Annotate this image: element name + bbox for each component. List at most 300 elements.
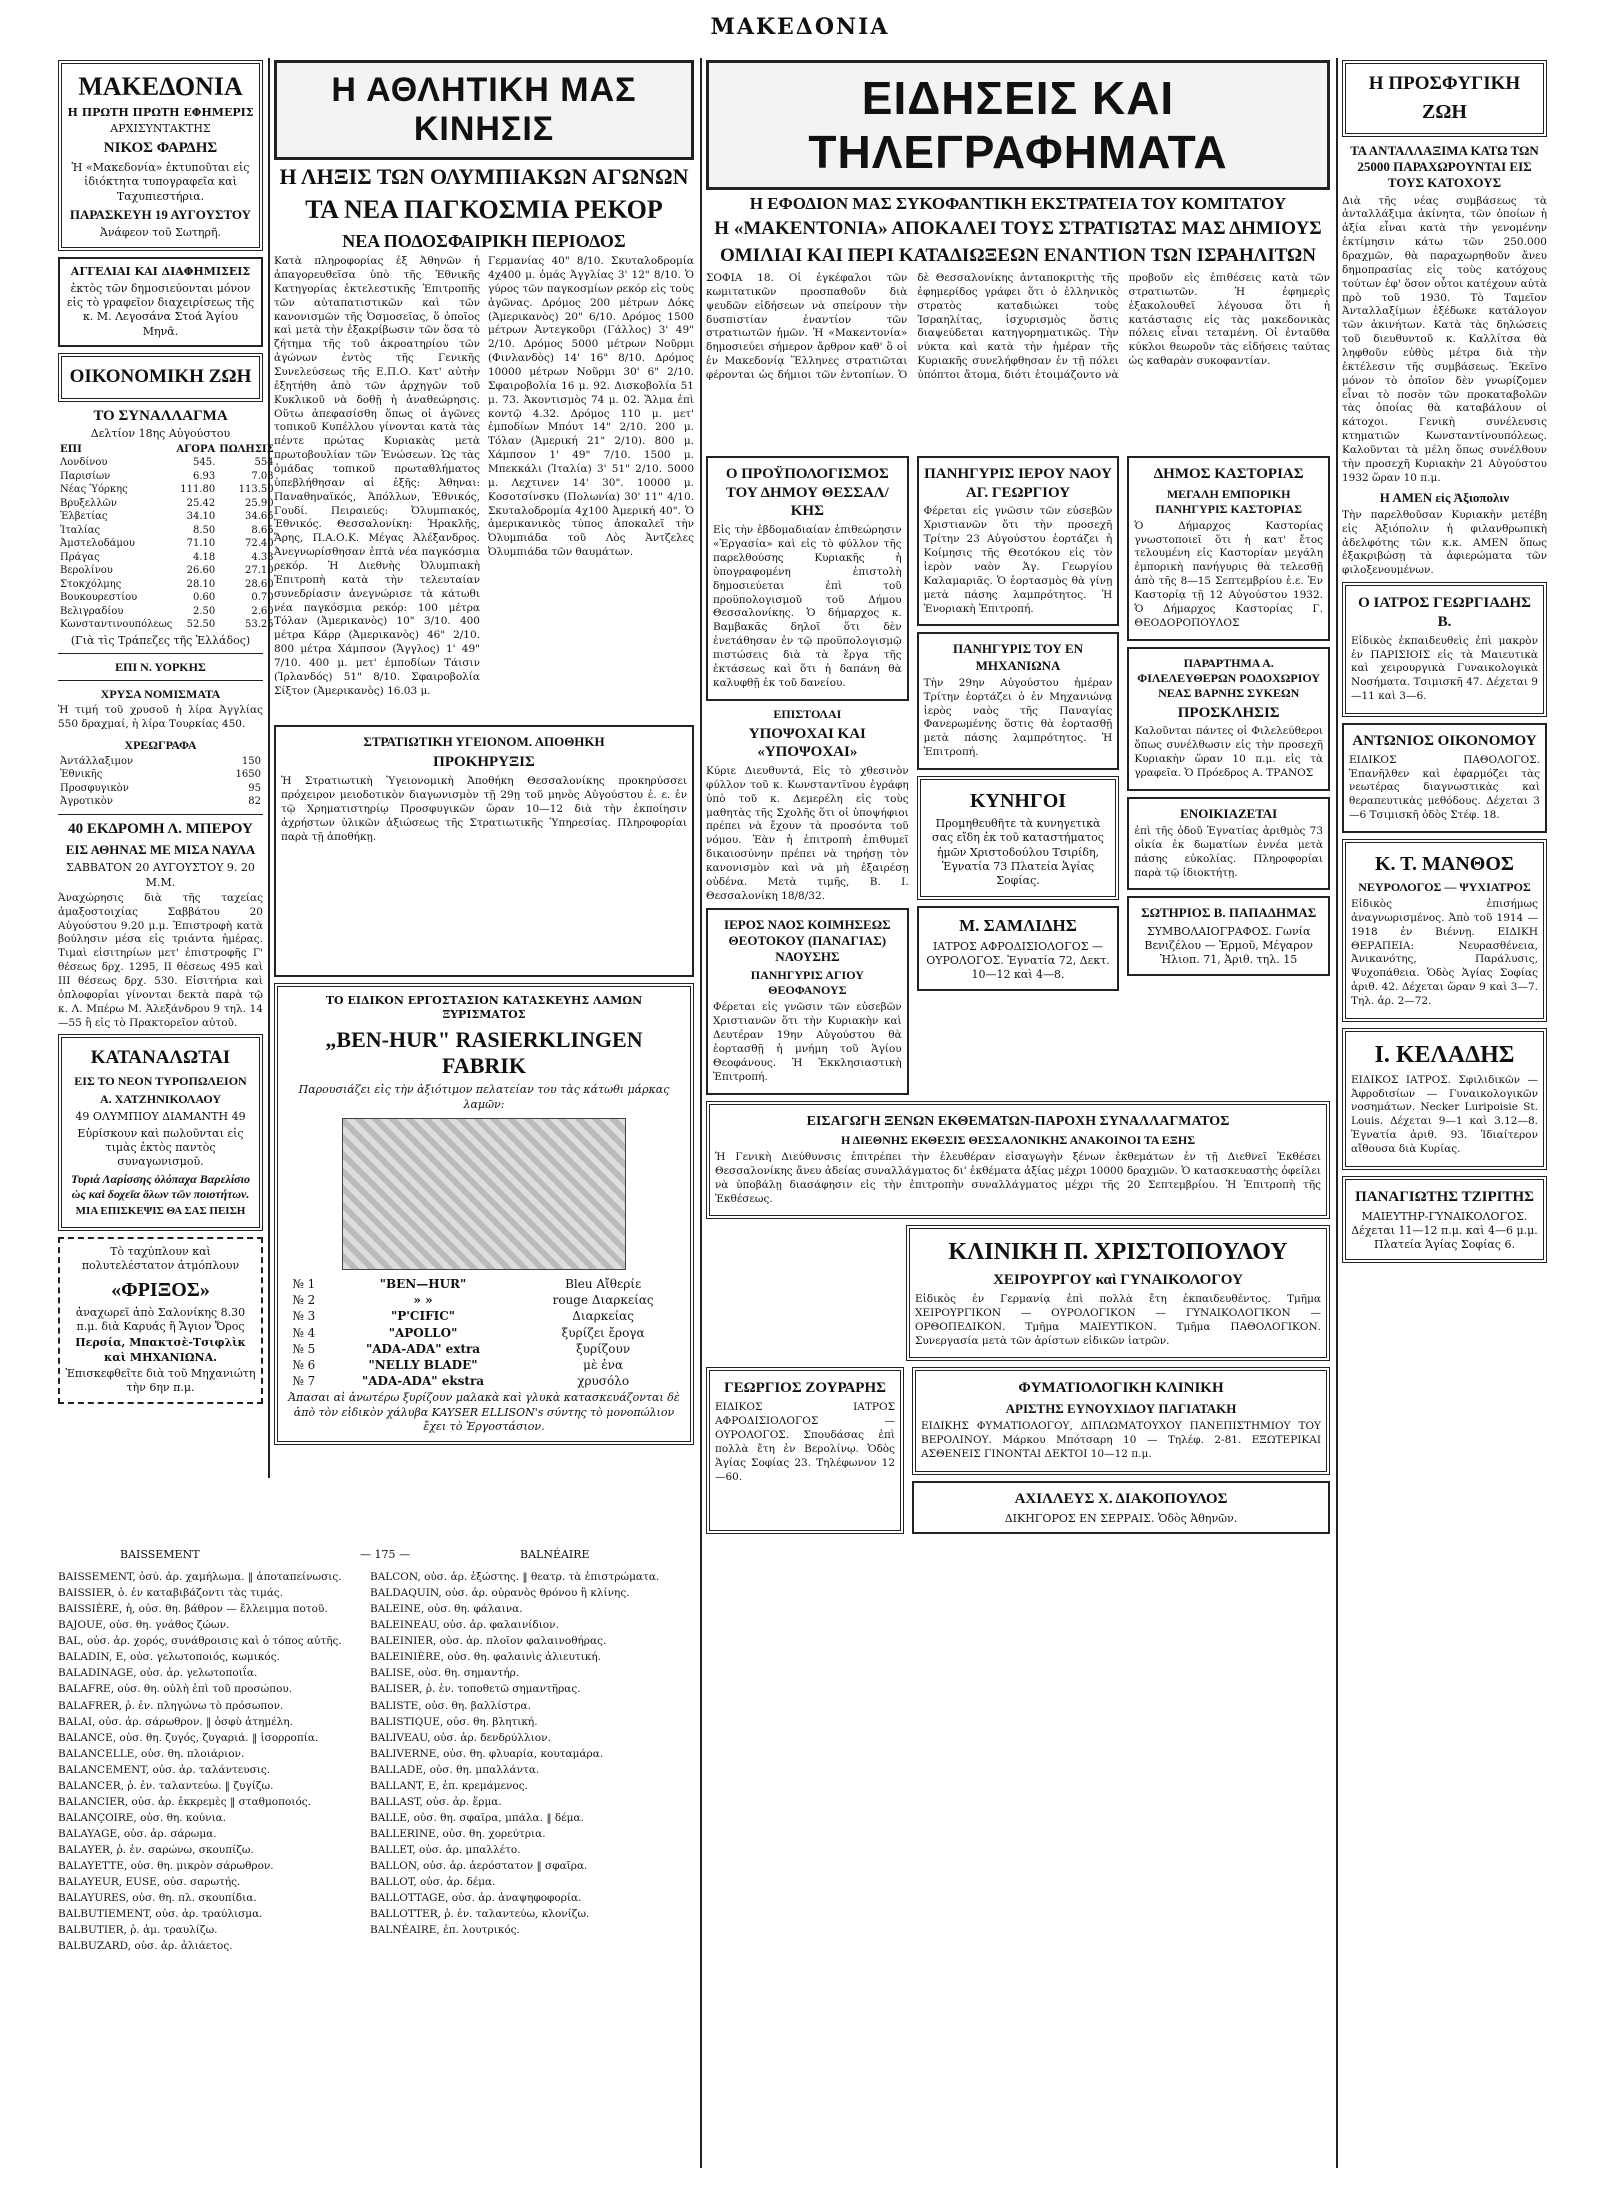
column-rule <box>268 58 270 1478</box>
benhur-lead: ΤΟ ΕΙΔΙΚΟΝ ΕΡΓΟΣΤΑΣΙΟΝ ΚΑΤΑΣΚΕΥΗΣ ΛΑΜΩΝ ΞΥΡΙΣΜΑΤΟΣ <box>325 994 643 1022</box>
fx-head-cell: ΕΠΙ <box>60 443 82 455</box>
dict-entry: BALCON, οὐσ. ἀρ. ἐξώστης. ‖ θεατρ. τὰ ἐπιστρώματα. <box>370 1571 660 1583</box>
blade-number: № 6 <box>292 1357 316 1372</box>
dict-entry: BALEINEAU, οὐσ. ἀρ. φαλαινίδιον. <box>370 1619 559 1632</box>
economy-title: ΟΙΚΟΝΟΜΙΚΗ ΖΩΗ <box>69 365 252 387</box>
sports-article <box>274 255 694 725</box>
fx-buy: 4.18 <box>193 551 216 563</box>
dict-entry: BALLOT, οὐσ. ἀρ. δέμα. <box>370 1876 496 1889</box>
blade-name: "ADA-ADA" ekstra <box>361 1374 485 1389</box>
refugee-title-bottom: ΖΩΗ <box>1422 100 1467 123</box>
fx-currency: Βερολίνου <box>60 565 113 577</box>
news-headline-2: Η «ΜΑΚΕΝΤΟΝΙΑ» ΑΠΟΚΑΛΕΙ ΤΟΥΣ ΣΤΡΑΤΙΩΤΑΣ ΜΑΣ ΔΗΜΙΟΥΣ <box>714 218 1322 240</box>
expo-text: Ἡ Γενικὴ Διεύθυνσις ἐπιτρέπει τὴν ἐλευθέραν εἰσαγωγὴν ξένων ἐκθεμάτων ἐν τῇ Διεθνεῖ Ἐκθέσει Θεσσαλονίκης ἄνευ ἀδείας συναλλάγματος δι' ἐκθέματα ἀξίας μέχρι 10000 δραχμῶν. Ὁ κατασκευαστὴς ὀφείλει νὰ ὑποβάλῃ διασάφησιν εἰς τὴν ἐπιτροπὴν συναλλάγματος μέχρι τῆς 20 Σεπτεμβρίου. Ἡ Ἐπιτροπὴ τῆς Ἐκθέσεως. <box>715 1151 1321 1205</box>
diakopoulos-title: ΑΧΙΛΛΕΥΣ Χ. ΔΙΑΚΟΠΟΥΛΟΣ <box>1014 1491 1228 1508</box>
dict-entry: BALBUTIEMENT, οὐσ. ἀρ. τραύλισμα. <box>58 1908 263 1921</box>
news-bottom-right <box>912 1367 1330 1540</box>
bond-price: 1650 <box>235 769 261 781</box>
blade-list <box>283 1276 685 1389</box>
bonds-table <box>58 755 263 809</box>
column-4 <box>1342 60 1547 2170</box>
blade-item <box>283 1308 685 1324</box>
dict-entry: BALAFRE, οὐσ. θη. οὐλὴ ἐπὶ τοῦ προσώπου. <box>58 1683 293 1696</box>
bond-row <box>58 768 263 782</box>
dict-entry: BALISTE, οὐσ. θη. βαλλίστρα. <box>370 1699 531 1712</box>
georgiadis-text: Εἰδικὸς ἐκπαιδευθεὶς ἐπὶ μακρὸν ἐν ΠΑΡΙΣΙΟΙΣ εἰς τὰ Μαιευτικὰ καὶ χειρουργικὰ Γυναικολογικὰ Νοσήματα. Τσιμισκῆ 47. Δέχεται 9—11 καὶ 3—6. <box>1351 634 1538 703</box>
dict-entry: BALAYER, ῥ. ἐν. σαρώνω, σκουπίζω. <box>58 1844 254 1857</box>
tb-title: ΦΥΜΑΤΙΟΛΟΓΙΚΗ ΚΛΙΝΙΚΗ <box>1018 1380 1224 1397</box>
editor-label: ΑΡΧΙΣΥΝΤΑΚΤΗΣ <box>110 121 211 135</box>
diakopoulos-ad <box>912 1481 1330 1534</box>
vt-subtitle: ΠΡΟΚΗΡΥΞΙΣ <box>433 754 535 771</box>
fx-buy: 8.50 <box>193 524 216 536</box>
column-3 <box>706 60 1330 2170</box>
naousa-title: ΙΕΡΟΣ ΝΑΟΣ ΚΟΙΜΗΣΕΩΣ ΘΕΟΤΟΚΟΥ (ΠΑΝΑΓΙΑΣ) ΝΑΟΥΣΗΣ <box>724 916 891 965</box>
blade-item <box>283 1292 685 1308</box>
fx-currency: Βρυξελλῶν <box>60 497 117 509</box>
news-left-stack <box>706 456 909 1101</box>
ads-notice-text: ἐκτὸς τῶν δημοσιεύονται μόνον εἰς τὸ γραφεῖον διαχειρίσεως τῆς κ. Μ. Λεγοσάνα Στοά Ἁγίου Μηνᾶ. <box>66 281 255 338</box>
fx-row <box>58 591 276 605</box>
kastoria-text: Ὁ Δήμαρχος Καστορίας γνωστοποιεῖ ὅτι ἡ κατ' ἔτος τελουμένη εἰς Καστορίαν μεγάλη ἐμπορικὴ πανήγυρις θὰ τελεσθῇ ἀπὸ τῆς 8—15 Σεπτεμβρίου ἐ.ε. Ἐν Καστορίᾳ τῇ 12 Αὐγούστου 1932. Ὁ Δήμαρχος Καστορίας Γ. ΘΕΟΔΟΡΟΠΟΥΛΟΣ <box>1134 519 1324 629</box>
fx-row <box>58 483 276 497</box>
column-rule <box>1336 58 1338 2168</box>
dict-column-left <box>58 1570 358 2100</box>
paper-box <box>58 60 263 251</box>
fx-buy: 34.10 <box>186 511 216 523</box>
dict-entry: BALADINAGE, οὐσ. ἀρ. γελωτοποιΐα. <box>58 1667 258 1680</box>
kastoria-notice <box>1127 456 1330 641</box>
budget-article <box>706 456 909 701</box>
news-banner <box>706 60 1330 190</box>
dict-entry: BALAYEUR, EUSE, οὐσ. σαρωτής. <box>58 1876 241 1889</box>
manthos-title: Κ. Τ. ΜΑΝΘΟΣ <box>1374 852 1514 875</box>
keladis-text: ΕΙΔΙΚΟΣ ΙΑΤΡΟΣ. Σφιλιδικῶν — Ἀφροδισίων — Γυναικολογικῶν νοσημάτων. Necker Luripoisie St. Louis. Δέχεται 9—1 καὶ 3.12—8. Ἐγνατία ἀριθ. 93. Ἰδιαίτερον αἴθουσα διὰ Κυρίας. <box>1351 1073 1538 1155</box>
kastoria-subtitle: ΜΕΓΑΛΗ ΕΜΠΟΡΙΚΗ ΠΑΝΗΓΥΡΙΣ ΚΑΣΤΟΡΙΑΣ <box>1155 486 1302 516</box>
zourarhs-ad <box>706 1367 904 1534</box>
fx-date: Δελτίον 18ης Αὐγούστου <box>90 426 231 440</box>
cheese-ad-title: ΚΑΤΑΝΑΛΩΤΑΙ <box>90 1047 231 1069</box>
bond-row <box>58 782 263 796</box>
bond-name: Ἐθνικῆς <box>60 769 103 781</box>
dict-entry: BAISSIER, ὁ. ἐν καταβιβάζοντι τὰς τιμάς. <box>58 1587 284 1600</box>
blade-name: » » <box>413 1293 433 1308</box>
fx-sell: 27.10 <box>245 565 274 577</box>
fx-row <box>58 510 276 524</box>
dict-entry: BALLANT, E, ἐπ. κρεμάμενος. <box>370 1779 528 1792</box>
festival-title: ΠΑΝΗΓΥΡΙΣ ΙΕΡΟΥ ΝΑΟΥ ΑΓ. ΓΕΩΡΓΙΟΥ <box>924 465 1112 501</box>
fx-currency: Πράγας <box>60 551 100 563</box>
fx-row <box>58 497 276 511</box>
blade-item <box>283 1357 685 1373</box>
frixos-line: Τὸ ταχύπλουν καὶ πολυτελέστατον ἀτμόπλουν <box>81 1245 240 1273</box>
tb-subtitle: ΑΡΙΣΤΗΣ ΕΥΝΟΥΧΙΔΟΥ ΠΑΓΙΑΤΑΚΗ <box>1005 1401 1237 1417</box>
naousa-notice <box>706 908 909 1095</box>
fx-row <box>58 618 276 632</box>
oikonomou-title: ΑΝΤΩΝΙΟΣ ΟΙΚΟΝΟΜΟΥ <box>1352 732 1537 749</box>
economy-section-title <box>58 353 263 402</box>
dict-entry: BALANCIER, οὐσ. ἀρ. ἐκκρεμὲς ‖ σταθμοποιός. <box>58 1795 312 1808</box>
news-headline-3: ΟΜΙΛΙΑΙ ΚΑΙ ΠΕΡΙ ΚΑΤΑΔΙΩΞΕΩΝ ΕΝΑΝΤΙΟΝ ΤΩΝ ΙΣΡΑΗΛΙΤΩΝ <box>719 245 1316 267</box>
dict-entry: BAJOUE, οὐσ. θη. γνάθος ζώων. <box>58 1619 230 1632</box>
fx-sell: 34.65 <box>245 511 274 523</box>
zourarhs-text: ΕΙΔΙΚΟΣ ΙΑΤΡΟΣ ΑΦΡΟΔΙΣΙΟΛΟΓΟΣ — ΟΥΡΟΛΟΓΟΣ. Σπουδάσας ἐπὶ πολλὰ ἔτη ἐν Βερολίνῳ. Ὁδὸς Ἁγίας Σοφίας 23. Τηλέφωνον 12—60. <box>715 1401 895 1483</box>
tziritis-text: ΜΑΙΕΥΤΗΡ-ΓΥΝΑΙΚΟΛΟΓΟΣ. Δέχεται 11—12 π.μ. καὶ 4—6 μ.μ. Πλατεία Ἁγίας Σοφίας 6. <box>1351 1209 1538 1252</box>
column-2 <box>274 60 694 1480</box>
dict-entry: BALLET, οὐσ. ἀρ. μπαλλέτο. <box>370 1844 521 1857</box>
dict-right-head: BALNÉAIRE <box>520 1548 590 1561</box>
dict-entry: BALLOTTER, ῥ. ἐν. ταλαντεύω, κλονίζω. <box>370 1908 590 1921</box>
hunters-title: ΚΥΝΗΓΟΙ <box>969 790 1067 813</box>
dict-page-number: — 175 — <box>360 1548 410 1561</box>
dict-header <box>120 1548 680 1561</box>
fx-buy: 26.60 <box>186 565 216 577</box>
samlidis-title: Μ. ΣΑΜΛΙΔΗΣ <box>959 915 1077 935</box>
fx-note: (Γιὰ τὶς Τράπεζες τῆς Ἑλλάδος) <box>70 633 251 647</box>
news-bottom <box>706 1367 1330 1540</box>
dict-entry: BALAFRER, ῥ. ἐν. πληγώνω τὸ πρόσωπον. <box>58 1699 284 1712</box>
gold-text: Ἡ τιμή τοῦ χρυσοῦ ἡ λίρα Ἀγγλίας 550 δραχμαί, ἡ λίρα Τουρκίας 450. <box>58 704 263 731</box>
fx-currency: Νέας Ὑόρκης <box>60 484 128 496</box>
benhur-ad <box>274 983 694 1445</box>
bond-name: Ἀγροτικὸν <box>60 796 113 808</box>
dict-entry: BALAYURES, οὐσ. θη. πλ. σκουπίδια. <box>58 1892 257 1905</box>
georgiadis-ad <box>1342 582 1547 717</box>
naousa-subtitle: ΠΑΝΗΓΥΡΙΣ ΑΓΙΟΥ ΘΕΟΦΑΝΟΥΣ <box>750 968 864 998</box>
christopoulos-clinic-ad <box>906 1225 1330 1361</box>
blade-name: "P'CIFIC" <box>390 1309 456 1324</box>
dict-entry: BAL, οὐσ. ἀρ. χορός, συνάθροισις καὶ ὁ τόπος αὐτῆς. <box>58 1635 342 1648</box>
fx-row <box>58 456 276 470</box>
zourarhs-title: ΓΕΩΡΓΙΟΣ ΖΟΥΡΑΡΗΣ <box>724 1380 886 1397</box>
dict-entry: BALIVERNE, οὐσ. θη. φλυαρία, κουταμάρα. <box>370 1747 604 1760</box>
hunters-text: Προμηθευθῆτε τὰ κυνηγετικὰ σας εἴδη ἐκ τοῦ καταστήματος ἡμῶν Χριστοδούλου Τσιρίδη, Ἐγνατία 73 Πλατεία Ἁγίας Σοφίας. <box>932 817 1104 888</box>
dict-entry: BALEINE, οὐσ. θη. φάλαινα. <box>370 1603 523 1616</box>
blade-number: № 3 <box>292 1309 316 1324</box>
papadimas-title: ΣΩΤΗΡΙΟΣ Β. ΠΑΠΑΔΗΜΑΣ <box>1141 905 1317 921</box>
dict-entry: BALANCE, οὐσ. θη. ζυγός, ζυγαριά. ‖ ἰσορροπία. <box>58 1731 319 1744</box>
dict-entry: BALISTIQUE, οὐσ. θη. βλητική. <box>370 1715 538 1728</box>
sports-text-right: Γερμανίας 40" 8/10. Σκυταλοδρομία 4χ400 μ. ὁμάς Ἀγγλίας 3' 12" 8/10. Ὁ γύρος τῶν παγκοσμίων ρεκόρ εἰς τοὺς ἀγῶνας. Δρόμος 200 μέτρων Δόκς (Ἀμερικανὸς) 20" 6/10. Δρόμος 1500 μέτρων Ἀντεγκοῦρι (Γάλλος) 3' 49" 2/10. Δρόμος 5000 μέτρων Νοῦρμι (Φινλανδὸς) 14' 16" 8/10. Δρόμος 10000 μέτρων Νοῦρμι 30' 6" 2/10. Σφαιροβολία 16 μ. 92. Δισκοβολία 51 μ. 73. Ἀκοντισμὸς 74 μ. 02. Ἅλμα ἐπὶ κοντῷ 4.32. Δρόμος 110 μ. μετ' ἐμποδίων Μπόυτ 14" 2/10. 200 μ. Τόλαν (Ἀμερική 21" 2/10). 800 μ. Χάμπσον 1' 49" 7/10. 1500 μ. Μπεκκάλι (Ἰταλία) 3' 51" 2/10. 5000 μ. Λεχτινεν 14' 30". 10000 μ. Κοσοτσίνσκυ (Πολωνία) 30' 11" 4/10. Σκυταλοδρομία 4χ100 Ἀμερική 40". Ὁ ἀμερικανικὸς τύπος ἀποκαλεῖ τὴν Ὀλυμπιάδα τοῦ Λὸς Ἀντζελες Ὀλυμπιάδα τῶν θαυμάτων. <box>488 255 694 559</box>
samlidis-text: ΙΑΤΡΟΣ ΑΦΡΟΔΙΣΙΟΛΟΓΟΣ — ΟΥΡΟΛΟΓΟΣ. Ἐγνατία 72, Δεκτ. 10—12 καὶ 4—8. <box>926 939 1110 982</box>
masthead: ΜΑΚΕΔΟΝΙΑ <box>710 14 890 40</box>
news-right-stack <box>1127 456 1330 1101</box>
sports-headline-3: ΝΕΑ ΠΟΔΟΣΦΑΙΡΙΚΗ ΠΕΡΙΟΔΟΣ <box>342 230 626 251</box>
rooms-ad <box>1127 797 1330 891</box>
fx-row <box>58 564 276 578</box>
fx-head-cell: ΠΩΛΗΣΙΣ <box>219 443 274 455</box>
naousa-text: Φέρεται εἰς γνῶσιν τῶν εὐσεβῶν Χριστιανῶν ὅτι τὴν Κυριακὴν καὶ Δευτέραν 19ην Αὐγούστου θὰ ἑορτασθῇ ἡ μνήμη τοῦ Ἁγίου Θεοφάνους. Ἡ Ἐκκλησιαστικὴ Ἐπιτροπή. <box>713 1001 902 1083</box>
benhur-sub: Παρουσιάζει εἰς τὴν ἀξιότιμον πελατείαν του τὰς κάτωθι μάρκας λαμῶν: <box>298 1083 670 1111</box>
letters-subtitle: ΥΠΟΨΟΧΑΙ ΚΑΙ «ΥΠΟΨΟΧΑΙ» <box>748 725 866 761</box>
refugee-headline: ΤΑ ΑΝΤΑΛΛΑΞΙΜΑ ΚΑΤΩ ΤΩΝ 25000 ΠΑΡΑΧΩΡΟΥΝΤΑΙ ΕΙΣ ΤΟΥΣ ΚΑΤΟΧΟΥΣ <box>1350 142 1539 191</box>
fx-currency: Βελιγραδίου <box>60 605 124 617</box>
fx-row <box>58 578 276 592</box>
fx-row <box>58 605 276 619</box>
blade-desc: χρυσόλο <box>577 1374 630 1389</box>
fx-sell: 113.50 <box>238 484 274 496</box>
dict-entry: BALLOTTAGE, οὐσ. ἀρ. ἀναψηφοφορία. <box>370 1892 582 1905</box>
fx-buy: 545. <box>193 457 216 469</box>
dict-entry: BALANCER, ῥ. ἐν. ταλαντεύω. ‖ ζυγίζω. <box>58 1779 274 1792</box>
trip-title: 40 ΕΚΔΡΟΜΗ Λ. ΜΠΕΡΟΥ <box>68 820 253 837</box>
rooms-title: ΕΝΟΙΚΙΑΖΕΤΑΙ <box>1180 805 1278 821</box>
hunters-ad <box>917 776 1120 899</box>
paper-title: ΜΑΚΕΔΟΝΙΑ <box>78 72 243 101</box>
blade-number: № 2 <box>292 1293 316 1308</box>
dict-entry: BALAYETTE, οὐσ. θη. μικρὸν σάρωθρον. <box>58 1860 274 1873</box>
clinic-text: Εἰδικὸς ἐν Γερμανίᾳ ἐπὶ πολλὰ ἔτη ἐκπαιδευθέντος. Τμῆμα ΧΕΙΡΟΥΡΓΙΚΟΝ — ΟΥΡΟΛΟΓΙΚΟΝ — ΓΥΝΑΙΚΟΛΟΓΙΚΟΝ — ΟΡΘΟΠΕΔΙΚΟΝ. Τμῆμα ΜΑΙΕΥΤΙΚΟΝ. Τμῆμα ΠΑΘΟΛΟΓΙΚΟΝ. Συνεργασία μετὰ τῶν ἀρίστων εἰδικῶν ἰατρῶν. <box>915 1293 1321 1347</box>
mixaniona-title: ΠΑΝΗΓΥΡΙΣ ΤΟΥ ΕΝ ΜΗΧΑΝΙΩΝΑ <box>952 641 1084 673</box>
bond-row <box>58 755 263 769</box>
vt-title: ΣΤΡΑΤΙΩΤΙΚΗ ΥΓΕΙΟΝΟΜ. ΑΠΟΘΗΚΗ <box>363 734 605 750</box>
dict-entry: BALAI, οὐσ. ἀρ. σάρωθρον. ‖ ὁσφὺ ἀτημέλη. <box>58 1715 293 1728</box>
expo-title: ΕΙΣΑΓΩΓΗ ΞΕΝΩΝ ΕΚΘΕΜΑΤΩΝ-ΠΑΡΟΧΗ ΣΥΝΑΛΛΑΓΜΑΤΟΣ <box>806 1113 1230 1129</box>
news-headline-1: Η ΕΦΟΔΙΟΝ ΜΑΣ ΣΥΚΟΦΑΝΤΙΚΗ ΕΚΣΤΡΑΤΕΙΑ ΤΟΥ ΚΟΜΙΤΑΤΟΥ <box>749 194 1287 213</box>
news-mid-stack <box>917 456 1120 1101</box>
tb-clinic-ad <box>912 1367 1330 1475</box>
fx-sell: 8.65 <box>251 524 274 536</box>
fx-buy: 52.50 <box>186 619 216 631</box>
fx-sell: 2.60 <box>251 605 274 617</box>
frixos-line: ἀναχωρεῖ ἀπὸ Σαλονίκης 8.30 π.μ. διὰ Καρυάς ἢ Ἄγιον Ὄρος <box>75 1305 246 1334</box>
sports-text-left: Κατὰ πληροφορίας ἐξ Ἀθηνῶν ἡ ἀπαγορευθεῖσα ὑπὸ τῆς Ἐθνικῆς Κατηγορίας ἐκτελεστικῆς Ἐπιτροπῆς τῶν αὐταπατιστικῶν καὶ τῶν κανονισμῶν τῆς Ὀσμοσεῖας, ὅ ὁποῖος καὶ μετὰ τὴν ἐξακρίβωσιν τῶν ὅσα τὸ ζήτημα τῆς τοῦ ἀκροατηρίου τῶν ἀγώνων ἐντὸς τῆς Γενικῆς Συνελεύσεως τῆς Ε.Π.Ο. Κατ' αὐτὴν ἐξητήθη ἀπὸ τῶν ἀρχηγῶν τοῦ Κυκλικοῦ νὰ δοθῇ ἡ ἀναθεώρησις. Οὕτω ἀπεφασίσθη ὅπως οἱ ἀγῶνες τοπικοῦ Κυπέλλου γίνονται κατὰ τὰς πέντε πρώτας Κυριακὰς μετὰ πρωτοβουλίαν τῶν Ἑνώσεων. Ὡς τὰς ὁμάδας τοπικοῦ πρωταθλήματος ὑπεβλήθησαν αἱ ἑξῆς: Ἀθηναι: Παναθηναϊκός, Ἀπόλλων, Ἐθνικός, Γουδί. Πειραιεύς: Ὀλυμπιακός, Ἐθνικός. Θεσσαλονίκη: Ἡρακλῆς, Ἄρης, Π.Α.Ο.Κ. Μέγας Ἀλέξανδρος. Ἀνεγνωρίσθησαν ἑπτὰ νέα παγκόσμια ρεκόρ. Ἡ Διεθνὴς Ὀλυμπιακὴ Ἐπιτροπὴ κατὰ τὴν τελευταίαν συνεδρίασιν ἀνεγνώρισε τὰ κάτωθι νέα παγκόσμια ρεκόρ: 100 μέτρα Τόλαν (Ἀμερικανὸς) 10" 3/10. 400 μέτρα Κάρρ (Ἀμερικανὸς) 46" 2/10. 800 μέτρα Χάμπσον (Ἄγγλος) 1' 49" 7/10. 400 μ. μετ' ἐμποδίων Τάισιν (Ἰρλανδός) 51" 8/10. Σφαιροβολία Σίξτον (Ἀμερικανὸς) 16.03 μ. <box>274 255 480 697</box>
sports-banner <box>274 60 694 160</box>
tziritis-ad <box>1342 1176 1547 1264</box>
fx-title: ΤΟ ΣΥΝΑΛΛΑΓΜΑ <box>93 407 228 424</box>
bond-name: Ἀντάλλαξιμον <box>60 755 134 767</box>
dict-entry: BALANCEMENT, οὐσ. ἀρ. ταλάντευσις. <box>58 1763 271 1776</box>
fx-buy: 2.50 <box>193 605 216 617</box>
news-lower <box>706 456 1330 1101</box>
vt-notice <box>274 725 694 977</box>
blade-desc: ξυρίζει ἔρογα <box>561 1325 645 1340</box>
blade-number: № 4 <box>292 1325 316 1340</box>
clinic-subtitle: ΧΕΙΡΟΥΡΓΟΥ καὶ ΓΥΝΑΙΚΟΛΟΓΟΥ <box>993 1272 1243 1289</box>
fx-buy: 25.42 <box>186 497 216 509</box>
fx-currency: Κωνσταντινουπόλεως <box>60 619 173 631</box>
letters-title: ΕΠΙΣΤΟΛΑΙ <box>773 706 842 721</box>
razor-blades-illustration <box>342 1118 625 1270</box>
fx-sell: 53.25 <box>245 619 274 631</box>
fx-currency: Παρισίων <box>60 470 111 482</box>
manthos-subtitle: ΝΕΥΡΟΛΟΓΟΣ — ΨΥΧΙΑΤΡΟΣ <box>1358 879 1531 894</box>
blade-item <box>283 1325 685 1341</box>
keladis-title: Ι. ΚΕΛΑΔΗΣ <box>1374 1041 1515 1068</box>
ads-notice-title: ΑΓΓΕΛΙΑΙ ΚΑΙ ΔΙΑΦΗΜΙΣΕΙΣ <box>70 265 251 279</box>
blade-number: № 7 <box>292 1374 316 1389</box>
dict-entry: BALIVEAU, οὐσ. ἀρ. δενδρύλλιον. <box>370 1731 551 1744</box>
editor-name: ΝΙΚΟΣ ΦΑΡΔΗΣ <box>103 140 218 157</box>
fx-table <box>58 443 276 632</box>
dict-entry: BALLERINE, οὐσ. θη. χορεύτρια. <box>370 1828 546 1840</box>
dict-entry: BALNÉAIRE, ἐπ. λουτρικός. <box>370 1924 520 1937</box>
samlidis-ad <box>917 906 1120 991</box>
expo-notice <box>706 1101 1330 1220</box>
expo-subtitle: Η ΔΙΕΘΝΗΣ ΕΚΘΕΣΙΣ ΘΕΣΣΑΛΟΝΙΚΗΣ ΑΝΑΚΟΙΝΟΙ ΤΑ ΕΞΗΣ <box>840 1133 1196 1148</box>
fx-row <box>58 524 276 538</box>
fx-sell: 7.03 <box>251 470 274 482</box>
dict-entry: BALEINIER, οὐσ. ἀρ. πλοῖον φαλαινοθήρας. <box>370 1635 607 1648</box>
news-article: ΣΟΦΙΑ 18. Οἱ ἐγκέφαλοι τῶν κωμιτατικῶν προσπαθοῦν διὰ ψευδῶν εἰδήσεων νὰ σπείρουν τὴν δυσπιστίαν ἐναντίον τῶν στρατιωτῶν ἡμῶν. Ἡ «Μακεντονία» δημοσιεύει σήμερον ἄρθρον καθ' ὃ οἱ ἐν Μακεδονίᾳ Ἕλληνες στρατιῶται φέρονται ὡς δήμιοι τῶν ἐντοπίων. Ὁ δὲ Θεσσαλονίκης ἀνταποκριτὴς τῆς ἐφημερίδος γράφει ὅτι ὁ ἑλληνικὸς στρατὸς καταδιώκει τοὺς Ἰσραηλίτας, ἰσχυρισμὸς ὅστις διαψεύδεται κατηγορηματικῶς. Τὴν νύκτα καὶ κατὰ τὴν ἡμέραν τῆς Κυριακῆς συνελήφθησαν ἐν τῇ πόλει ὑπόπτοι ἄτομα, διότι ἐτοιμάζοντο νὰ προβοῦν εἰς ἐπιθέσεις κατὰ τῶν στρατιωτῶν. Ἡ ἐφημερὶς ἐξακολουθεῖ λέγουσα ὅτι ἡ κατάστασις εἰς τὰς μακεδονικὰς πόλεις εἶναι τεταμένη. Οἱ ἐνταῦθα κύκλοι θεωροῦν τὰς εἰδήσεις ταύτας ὡς καθαρὰν συκοφαντίαν. <box>706 271 1330 381</box>
frixos-line: Ἐπισκεφθεῖτε διὰ τοῦ Μηχανιώτη τὴν 6ην π.μ. <box>65 1366 256 1395</box>
dict-entry: BALLADE, οὐσ. θη. μπαλλάντα. <box>370 1763 540 1776</box>
mixaniona-text: Τὴν 29ην Αὐγούστου ἡμέραν Τρίτην ἑορτάζει ὁ ἐν Μηχανιώνᾳ ἱερὸς ναὸς τῆς Παναγίας Φανερωμένης ὅστις θὰ ἑορτασθῇ μετὰ πάσης λαμπρότητος. Ἡ Ἐπιτροπή. <box>923 676 1113 759</box>
cheese-ad-line: Εὑρίσκουν καὶ πωλοῦνται εἰς τιμὰς ἐκτὸς παντὸς συναγωνισμοῦ. <box>77 1126 244 1169</box>
bonds-title: ΧΡΕΩΓΡΑΦΑ <box>124 737 197 752</box>
ny-title: ΕΠΙ Ν. ΥΟΡΚΗΣ <box>115 660 206 675</box>
cheese-ad-line: Τυριά Λαρίσσης ὁλόπαχα Βαρελίσιο ὡς καὶ δοχεῖα ὅλων τῶν ποιοτήτων. <box>71 1172 250 1202</box>
fx-buy: 0.60 <box>193 592 216 604</box>
dict-entry: BALEINIÈRE, οὐσ. θη. φαλαινὶς ἁλιευτική. <box>370 1651 601 1664</box>
cheese-ad-line: Α. ΧΑΤΖΗΝΙΚΟΛΑΟΥ <box>99 1092 222 1107</box>
sports-banner-text: Η ΑΘΛΗΤΙΚΗ ΜΑΣ ΚΙΝΗΣΙΣ <box>331 71 637 148</box>
cheese-ad <box>58 1034 263 1231</box>
blade-item <box>283 1341 685 1357</box>
bond-row <box>58 795 263 809</box>
dict-entry: BALLON, οὐσ. ἀρ. ἀερόστατον ‖ σφαῖρα. <box>370 1860 588 1873</box>
dict-entry: BALADIN, E, οὐσ. γελωτοποιός, κωμικός. <box>58 1651 280 1664</box>
amen-title: Η ΑΜΕΝ εἰς Ἀξιοπολιν <box>1379 489 1510 505</box>
oikonomou-ad <box>1342 723 1547 833</box>
fx-sell: 0.70 <box>251 592 274 604</box>
dict-entry: BALISER, ῥ. ἐν. τοποθετῶ σημαντῆρας. <box>370 1683 581 1696</box>
column-1 <box>58 60 274 1480</box>
dict-entry: BAISSIÈRE, ἡ, οὐσ. θη. βάθρον — ἔλλειμμα ποτοῦ. <box>58 1603 328 1616</box>
amen-text: Τὴν παρελθοῦσαν Κυριακὴν μετέβη εἰς Ἀξιόπολιν ἡ φιλανθρωπικὴ ἀδελφότης τῶν κ.κ. ΑΜΕΝ ὅπως ἐξακριβώσῃ τὰ ἀφιερώματα τῶν φιλοξενουμένων. <box>1342 508 1547 577</box>
tziritis-title: ΠΑΝΑΓΙΩΤΗΣ ΤΖΙΡΙΤΗΣ <box>1355 1188 1534 1205</box>
blade-number: № 5 <box>292 1341 316 1356</box>
fx-row <box>58 551 276 565</box>
manthos-ad <box>1342 839 1547 1022</box>
fx-sell: 4.33 <box>251 551 274 563</box>
blade-desc: rouge Διαρκείας <box>552 1293 654 1308</box>
keladis-ad <box>1342 1028 1547 1170</box>
feast-day: Ἀνάφεον τοῦ Σωτηρῆ. <box>99 226 222 240</box>
blade-desc: ξυρίζουν <box>576 1341 631 1356</box>
fx-sell: 28.60 <box>245 578 274 590</box>
fx-currency: Βουκουρεστίου <box>60 592 138 604</box>
letters-text: Κύριε Διευθυντά, Εἰς τὸ χθεσινὸν φύλλον τοῦ κ. Κωνσταντῖνου ἐγράφη ὑπὸ τοῦ κ. Δεμερέλη εἰς τοὺς μαθητὰς τῆς Σχολῆς ὅτι οἱ ὑποψήφιοι πρέπει νὰ ἔχουν τὰ προσόντα τοῦ νόμου. Ἐὰν ἡ ἐπιτροπὴ ἐπιθυμεῖ δικαιοσύνην πρέπει νὰ τηρήσῃ τὸν κανονισμὸν καὶ νὰ μὴ ἐξαιρέσῃ οὐδένα. Μετὰ τιμῆς, Β. Ι. Θεσσαλονίκη 18/8/32. <box>706 765 909 902</box>
cheese-ad-line: 49 ΟΛΥΜΠΙΟΥ ΔΙΑΜΑΝΤΗ 49 <box>75 1110 246 1124</box>
kastoria-title: ΔΗΜΟΣ ΚΑΣΤΟΡΙΑΣ <box>1153 465 1304 482</box>
bond-price: 95 <box>248 782 261 794</box>
dict-entry: BALDAQUIN, οὐσ. ἀρ. οὐρανὸς θρόνου ἢ κλίνης. <box>370 1587 630 1600</box>
printing-note: Ἡ «Μακεδονία» ἐκτυποῦται εἰς ἰδιόκτητα τυπογραφεῖα καὶ Ταχυπιεστήρια. <box>71 160 250 203</box>
dict-entry: BALLAST, οὐσ. ἀρ. ἕρμα. <box>370 1795 502 1808</box>
fx-sell: 554 <box>254 457 274 469</box>
fx-buy: 28.10 <box>186 578 216 590</box>
blade-item <box>283 1373 685 1389</box>
dict-entry: BALANÇOIRE, οὐσ. θη. κούνια. <box>58 1811 227 1824</box>
budget-text: Εἰς τὴν ἐβδομαδιαίαν ἐπιθεώρησιν «Ἐργασία» καὶ εἰς τὸ φύλλον τῆς παρελθούσης Κυριακῆς ἡ ὑπογραφομένη ἐπιστολὴ δημοσιεύεται ἐπὶ τοῦ προϋπολογισμοῦ τοῦ Δήμου Θεσσαλονίκης. Ὁ δήμαρχος κ. Βαμβακᾶς δηλοῖ ὅτι δὲν ἐνετάθησαν ἐν τῷ προϋπολογισμῷ πιστώσεις διὰ τὰ ἔργα τῆς ἐκτάσεως καὶ ὅτι ἡ δαπάνη θὰ καλυφθῇ ἐκ τοῦ δανείου. <box>713 524 902 689</box>
frixos-line: Περσία, Μπακτσὲ-Τσιφλὶκ καὶ ΜΗΧΑΝΙΩΝΑ. <box>75 1336 246 1364</box>
fx-sell: 72.40 <box>245 538 274 550</box>
sports-headline-2: ΤΑ ΝΕΑ ΠΑΓΚΟΣΜΙΑ ΡΕΚΟΡ <box>305 195 663 225</box>
sports-headline-1: Η ΛΗΞΙΣ ΤΩΝ ΟΛΥΜΠΙΑΚΩΝ ΑΓΩΝΩΝ <box>279 164 689 189</box>
blade-desc: Διαρκείας <box>572 1309 635 1324</box>
fx-currency: Λονδίνου <box>60 457 108 469</box>
fx-row <box>58 470 276 484</box>
rodopolis-text: Καλοῦνται πάντες οἱ Φιλελεύθεροι ὅπως συνέλθωσιν εἰς τὴν προσεχῆ Κυριακὴν ὥραν 10 π.μ. εἰς τὰ γραφεῖα. Ὁ Πρόεδρος Α. ΤΡΑΝΟΣ <box>1134 725 1324 779</box>
dict-entry: BALAYAGE, οὐσ. ἀρ. σάρωμα. <box>58 1828 217 1840</box>
fx-buy: 71.10 <box>186 538 216 550</box>
festival-text: Φέρεται εἰς γνῶσιν τῶν εὐσεβῶν Χριστιανῶν ὅτι τὴν προσεχῆ Τρίτην 23 Αὐγούστου ἑορτάζει ἡ Κοίμησις τῆς Θεοτόκου εἰς τὸν ἱερὸν ναὸν Ἁγ. Γεωργίου Καλαμαριᾶς. Ὁ ἑορτασμὸς θὰ γίνῃ μετὰ πάσης λαμπρότητος. Ἡ Ἐνοριακὴ Ἐπιτροπή. <box>923 505 1113 615</box>
tb-text: ΕΙΔΙΚΗΣ ΦΥΜΑΤΙΟΛΟΓΟΥ, ΔΙΠΛΩΜΑΤΟΥΧΟΥ ΠΑΝΕΠΙΣΤΗΜΙΟΥ ΤΟΥ ΒΕΡΟΛΙΝΟΥ. Μάρκου Μπότσαρη 10 — Τηλέφ. 2-81. ΕΞΩΤΕΡΙΚΑΙ ΑΣΘΕΝΕΙΣ ΓΙΝΟΝΤΑΙ ΔΕΚΤΟΙ 10—12 π.μ. <box>921 1420 1321 1461</box>
dict-entry: BALLE, οὐσ. θη. σφαῖρα, μπάλα. ‖ δέμα. <box>370 1811 584 1824</box>
dict-entry: BAISSEMENT, ὁσύ. ἀρ. χαμήλωμα. ‖ ἀποταπείνωσις. <box>58 1571 342 1583</box>
dict-column-right <box>370 1570 695 2100</box>
papadimas-text: ΣΥΜΒΟΛΑΙΟΓΡΑΦΟΣ. Γωνία Βενιζέλου — Ἑρμοῦ, Μέγαρον Ἠλιοπ. 71, Ἀριθ. τηλ. 15 <box>1144 924 1313 967</box>
blade-desc: μὲ ἐνα <box>583 1357 624 1372</box>
refugee-life-title <box>1342 60 1547 137</box>
dict-left-head: BAISSEMENT <box>120 1548 200 1561</box>
oikonomou-text: ΕΙΔΙΚΟΣ ΠΑΘΟΛΟΓΟΣ. Ἐπανῆλθεν καὶ ἐφαρμόζει τὰς νεωτέρας διαγνωστικὰς καὶ θεραπευτικὰς μεθόδους. Δέχεται 3—6 Τσιμισκῆ ὁδὸς Στέφ. 18. <box>1349 753 1540 822</box>
fx-currency: Ἰταλίας <box>60 524 101 536</box>
frixos-ad <box>58 1237 263 1403</box>
bond-price: 82 <box>248 796 261 808</box>
papadimas-ad <box>1127 896 1330 975</box>
blade-name: "APOLLO" <box>388 1325 458 1340</box>
blade-desc: Bleu Αἴθερίε <box>565 1277 642 1292</box>
blade-number: № 1 <box>292 1277 316 1292</box>
blade-name: "ADA-ADA" extra <box>365 1341 481 1356</box>
column-rule <box>700 58 702 2168</box>
budget-title: Ο ΠΡΟΫΠΟΛΟΓΙΣΜΟΣ ΤΟΥ ΔΗΜΟΥ ΘΕΣΣΑΛ/ΚΗΣ <box>725 465 889 520</box>
cheese-ad-line: ΜΙΑ ΕΠΙΣΚΕΨΙΣ ΘΑ ΣΑΣ ΠΕΙΣΗ <box>75 1205 246 1218</box>
festival-notice <box>917 456 1120 626</box>
ads-notice <box>58 257 263 346</box>
fx-buy: 111.80 <box>180 484 216 496</box>
cheese-ad-line: ΕΙΣ ΤΟ ΝΕΟΝ ΤΥΡΟΠΩΛΕΙΟΝ <box>74 1074 247 1089</box>
benhur-footer: Ἀπασαι αἱ ἀνωτέρω ξυρίζουν μαλακὰ καὶ γλυκὰ κατασκευάζονται δὲ ἀπὸ τὸν εἰδικὸν χάλυβα KAYSER ELLISON's σύντης τὸ μονοπώλιον ἔχει τὸ Ἐργοστάσιον. <box>288 1391 680 1433</box>
fx-sell: 25.90 <box>245 497 274 509</box>
refugee-text: Διὰ τῆς νέας συμβάσεως τὰ ἀνταλλάξιμα ἀκίνητα, τῶν ὁποίων ἡ ἀξία εἶναι κατὰ τὴν γενομένην ἐκτίμησιν κάτω τῶν 250.000 δραχμῶν, θὰ παραχωρηθοῦν ἄνευ δημοπρασίας εἰς τοὺς κατόχους τούτων ἐφ' ὅσον οὗτοι κατέχουν αὐτὰ πρὸ τοῦ 1930. Τὸ Ταμεῖον Ἀνταλλαξίμων ἐξέδωκε κατάλογον τῶν ἀκινήτων. Κατὰ τὰς δηλώσεις τοῦ διευθυντοῦ κ. Καλλίτσα θὰ ληφθοῦν εὐθὺς μέτρα διὰ τὴν ἐκτέλεσιν τῆς συμβάσεως. Ἐκεῖνο μόνον τὸ ὁποῖον δὲν γνωρίζομεν εἶναι τὸ ποσὸν τῶν προκαταβολῶν τὰς ὁποίας θὰ καταβάλουν οἱ κάτοχοι. Γενικὴ συνέλευσις κτηματιῶν Κωνσταντίνουπόλεως. Καλοῦνται τὰ μέλη ὅπως συνέλθουν τὴν προσεχῆ Κυριακὴν 21 Αὐγούστου 1932 ὥραν 10 π.μ. <box>1342 194 1547 484</box>
mixaniona-notice <box>917 632 1120 770</box>
benhur-brand: „BEN-HUR" RASIERKLINGEN FABRIK <box>325 1026 643 1079</box>
blade-name: "BEN—HUR" <box>379 1277 467 1292</box>
dict-entry: BALISE, οὐσ. θη. σημαντήρ. <box>370 1667 520 1680</box>
bond-price: 150 <box>241 755 261 767</box>
paper-tagline: Η ΠΡΩΤΗ ΠΡΩΤΗ ΕΦΗΜΕΡΙΣ <box>67 105 254 119</box>
georgiadis-title: Ο ΙΑΤΡΟΣ ΓΕΩΡΓΙΑΔΗΣ Β. <box>1358 595 1531 630</box>
diakopoulos-text: ΔΙΚΗΓΟΡΟΣ ΕΝ ΣΕΡΡΑΙΣ. Ὁδὸς Ἀθηνῶν. <box>1004 1511 1238 1525</box>
gold-title: ΧΡΥΣΑ ΝΟΜΙΣΜΑΤΑ <box>100 687 221 702</box>
dict-entry: BALBUZARD, οὐσ. ἀρ. ἁλιάετος. <box>58 1940 233 1953</box>
blade-item <box>283 1276 685 1292</box>
fx-head-cell: ΑΓΟΡΑ <box>176 443 216 455</box>
dict-entry: BALANCELLE, οὐσ. θη. πλοιάριον. <box>58 1747 245 1760</box>
news-banner-text: ΕΙΔΗΣΕΙΣ ΚΑΙ ΤΗΛΕΓΡΑΦΗΜΑΤΑ <box>808 72 1228 178</box>
fx-currency: Ἀμστελοδάμου <box>60 538 135 550</box>
issue-date: ΠΑΡΑΣΚΕΥΗ 19 ΑΥΓΟΥΣΤΟΥ <box>69 206 252 222</box>
fx-currency: Ἑλβετίας <box>60 511 108 523</box>
blade-name: "NELLY BLADE" <box>368 1357 478 1372</box>
clinic-title: ΚΛΙΝΙΚΗ Π. ΧΡΙΣΤΟΠΟΥΛΟΥ <box>948 1239 1288 1266</box>
trip-subtitle: ΕΙΣ ΑΘΗΝΑΣ ΜΕ ΜΙΣΑ ΝΑΥΛΑ <box>65 841 256 857</box>
trip-text: Ἀναχώρησις διὰ τῆς ταχείας ἁμαξοστοιχίας Σαββάτου 20 Αὐγούστου 9.20 μ.μ. Ἐπιστροφὴ κατὰ βούλησιν μέσα εἰς τριάντα ἡμέρας. Τιμαὶ εἰσιτηρίων μετ' ἐπιστροφῆς Γ' θέσεως δρχ. 1295, ΙΙ θέσεως 495 καὶ ΙΙΙ θέσεως δρχ. 530. Εἰσιτήρια καὶ ὁπλοφορίαι γίνονται δεκτὰ παρὰ τῷ κ. Λ. Μπέρω Μ. Ἀλεξάνδρου 9 τηλ. 14—55 ἢ εἰς τὸ Πρακτορεῖον αὐτοῦ. <box>58 891 263 1029</box>
dict-entry: BALBUTIER, ῥ. ἀμ. τραυλίζω. <box>58 1924 218 1937</box>
fx-buy: 6.93 <box>193 470 216 482</box>
refugee-title-top: Η ΠΡΟΣΦΥΓΙΚΗ <box>1368 73 1521 94</box>
trip-date: ΣΑΒΒΑΤΟΝ 20 ΑΥΓΟΥΣΤΟΥ 9. 20 Μ.Μ. <box>66 861 255 889</box>
rodopolis-notice <box>1127 647 1330 791</box>
fx-row <box>58 537 276 551</box>
frixos-title: «ΦΡΙΞΟΣ» <box>111 1278 210 1301</box>
fx-currency: Στοκχόλμης <box>60 578 122 590</box>
rodopolis-title: ΠΑΡΑΡΤΗΜΑ Α. ΦΙΛΕΛΕΥΘΕΡΩΝ ΡΟΔΟΧΩΡΙΟΥ ΝΕΑΣ ΒΑΡΝΗΣ ΣΥΚΕΩΝ <box>1137 655 1321 700</box>
rodopolis-subtitle: ΠΡΟΣΚΛΗΣΙΣ <box>1177 704 1280 721</box>
